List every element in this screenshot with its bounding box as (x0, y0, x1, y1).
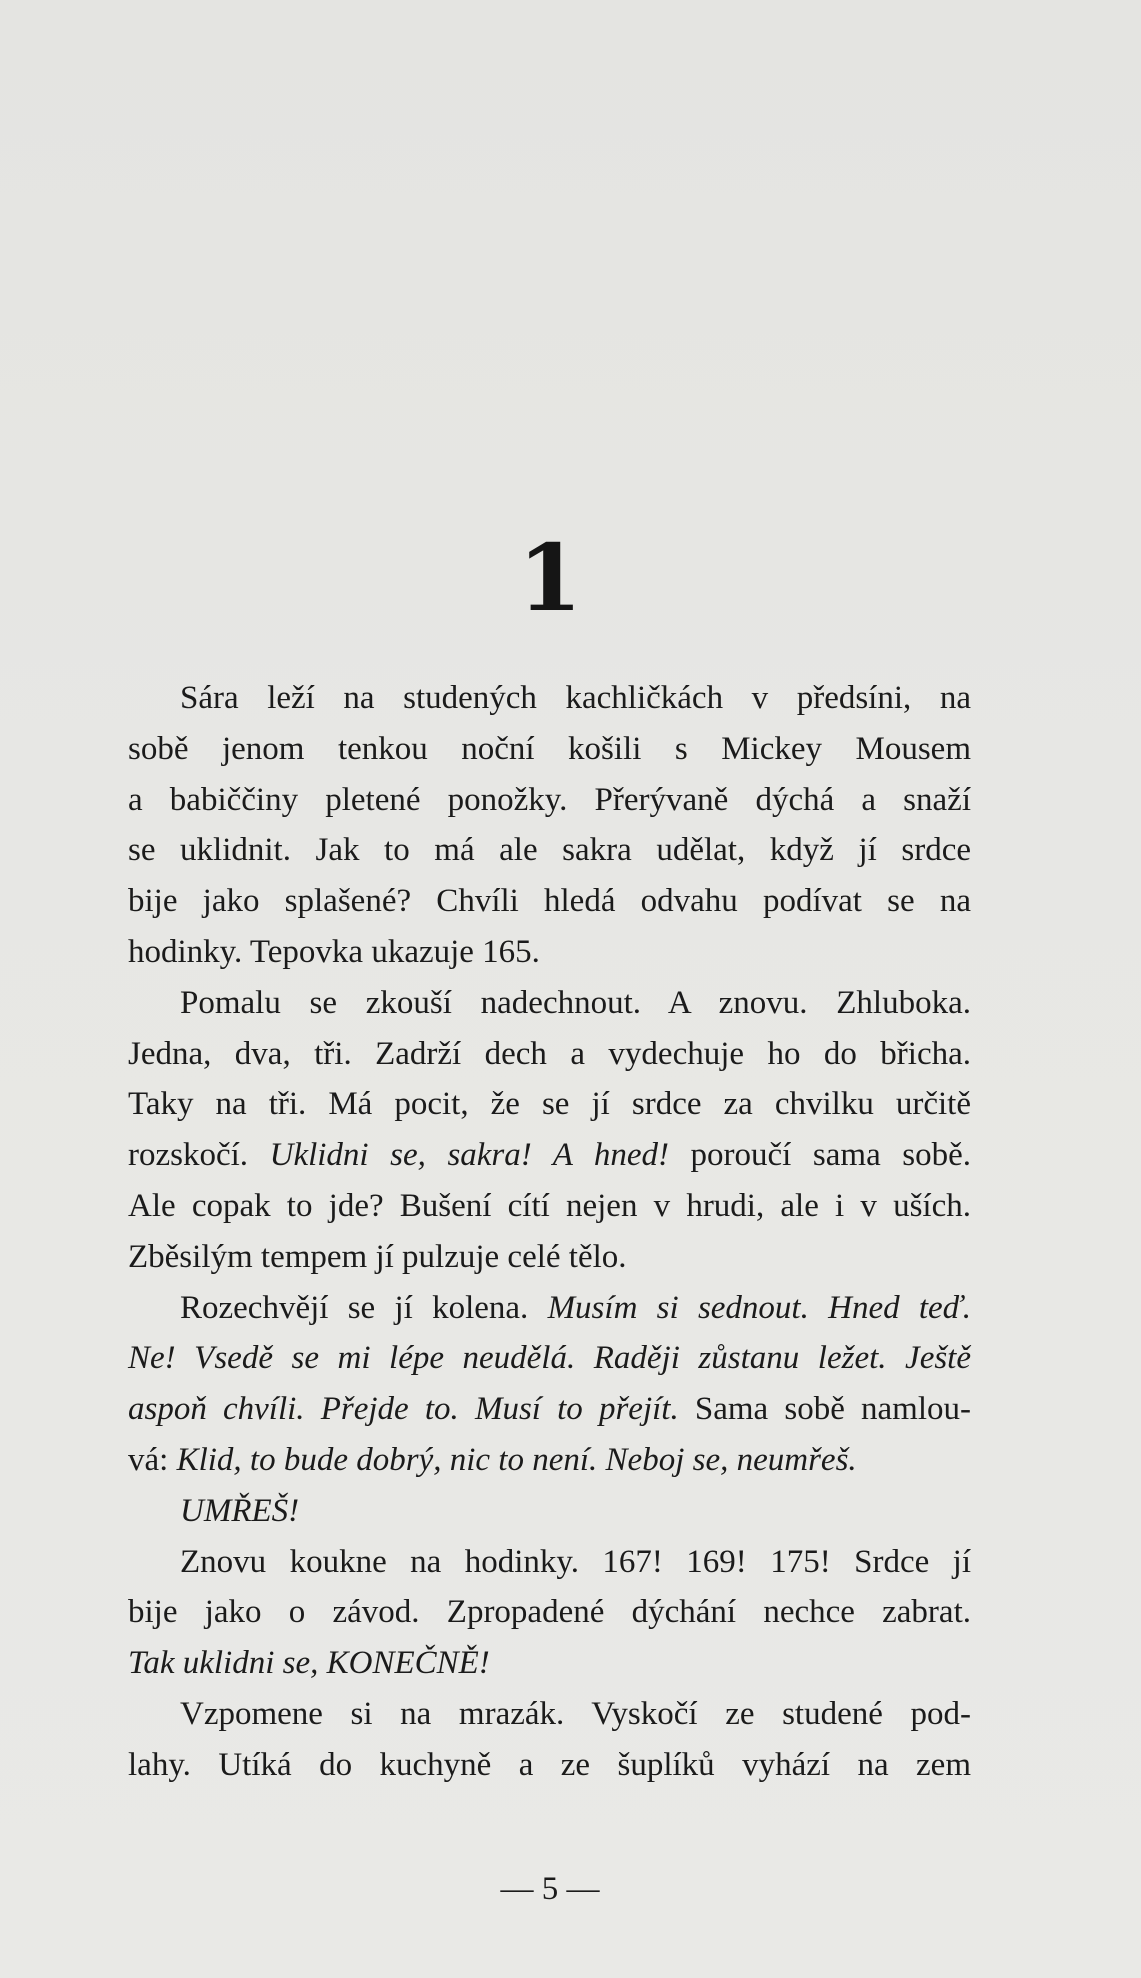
text-span: Jedna, dva, tři. Zadrží dech a vydechuje ho do břicha. (128, 1035, 971, 1072)
text-line (128, 1232, 971, 1283)
text-line (128, 876, 971, 927)
text-line (128, 1486, 971, 1537)
text-span: Vzpomene si na mrazák. Vyskočí ze studené pod- (180, 1695, 971, 1732)
text-line (128, 1181, 971, 1232)
text-span: a babiččiny pletené ponožky. Přerývaně dýchá a snaží (128, 781, 971, 818)
text-span: Rozechvějí se jí kolena. (180, 1289, 529, 1326)
text-line (128, 1435, 971, 1486)
italic-span: Musím si sednout. Hned teď. (547, 1289, 972, 1326)
text-line (128, 1537, 971, 1588)
body-text (128, 673, 971, 1791)
text-span: hodinky. Tepovka ukazuje 165. (128, 933, 540, 970)
text-span: Zběsilým tempem jí pulzuje celé tělo. (128, 1238, 627, 1275)
text-span: Sára leží na studených kachličkách v předsíni, na (180, 680, 971, 716)
italic-span: Uklidni se, sakra! A hned! (269, 1137, 669, 1174)
text-line (128, 724, 971, 775)
text-line (128, 1079, 971, 1130)
page-number: — 5 — (500, 1871, 600, 1907)
text-span: rozskočí. (128, 1137, 249, 1174)
text-line (128, 1689, 971, 1740)
text-line (128, 1740, 971, 1791)
text-line (128, 1638, 971, 1689)
text-line (128, 927, 971, 978)
text-span: lahy. Utíká do kuchyně a ze šuplíků vyhází na zem (128, 1746, 971, 1783)
text-line (128, 673, 971, 724)
text-line (128, 1283, 971, 1334)
text-span: vá: (128, 1441, 169, 1478)
chapter-number: 1 (517, 524, 582, 632)
italic-span: Ne! Vsedě se mi lépe neudělá. Raději zůstanu ležet. Ještě (128, 1340, 971, 1377)
text-span: bije jako o závod. Zpropadené dýchání nechce zabrat. (128, 1594, 971, 1631)
text-line (128, 978, 971, 1029)
italic-span: UMŘEŠ! (180, 1492, 300, 1529)
text-span: poroučí sama sobě. (690, 1137, 972, 1174)
text-line (128, 775, 971, 826)
text-line (128, 1130, 971, 1181)
text-span: bije jako splašené? Chvíli hledá odvahu podívat se na (128, 883, 971, 920)
text-span: Taky na tři. Má pocit, že se jí srdce za chvilku určitě (128, 1086, 971, 1123)
text-span: Znovu koukne na hodinky. 167! 169! 175! Srdce jí (180, 1543, 971, 1580)
text-span: Pomalu se zkouší nadechnout. A znovu. Zhluboka. (180, 984, 971, 1021)
text-span: Ale copak to jde? Bušení cítí nejen v hrudi, ale i v uších. (128, 1187, 971, 1224)
italic-span: Tak uklidni se, KONEČNĚ! (128, 1645, 490, 1682)
italic-span: aspoň chvíli. Přejde to. Musí to přejít. (128, 1391, 679, 1428)
text-line (128, 1384, 971, 1435)
text-span: se uklidnit. Jak to má ale sakra udělat, když jí srdce (128, 832, 971, 869)
text-span: sobě jenom tenkou noční košili s Mickey Mousem (128, 730, 971, 767)
italic-span: Klid, to bude dobrý, nic to není. Neboj se, neumřeš. (176, 1441, 857, 1478)
text-line (128, 1587, 971, 1638)
text-line (128, 825, 971, 876)
text-line (128, 1333, 971, 1384)
text-span: Sama sobě namlou- (694, 1391, 972, 1428)
text-line (128, 1029, 971, 1080)
